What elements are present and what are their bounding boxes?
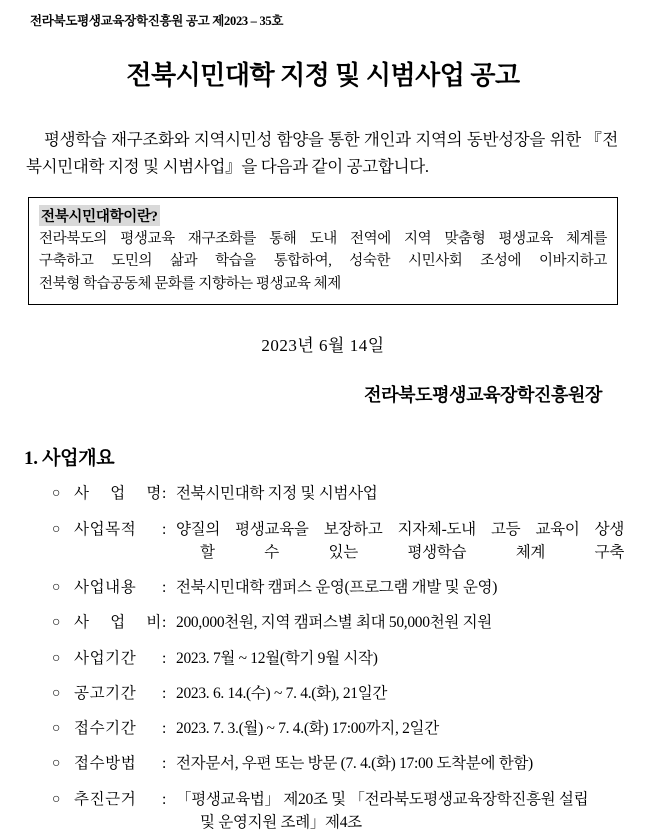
- item-label: 접수기간: [74, 720, 137, 738]
- list-item: [52, 788, 624, 834]
- list-item: [52, 576, 624, 599]
- list-item: [52, 752, 624, 775]
- intro-text: 평생학습 재구조화와 지역시민성 함양을 통한 개인과 지역의 동반성장을 위한 『전북시민대학 지정 및 시범사업』을 다음과 같이 공고합니다.: [26, 130, 618, 177]
- definition-line-3: 전북형 학습공동체 문화를 지향하는 평생교육 체제: [39, 275, 341, 292]
- item-colon: :: [162, 790, 167, 808]
- item-value: [176, 576, 624, 599]
- item-value-line-1: 「평생교육법」 제20조 및 「전라북도평생교육장학진흥원 설립: [176, 790, 589, 808]
- item-label: 추진근거: [74, 790, 137, 808]
- item-value: [176, 482, 624, 505]
- item-label: 사 업 명: [74, 485, 162, 503]
- item-value-line-2: 할 수 있는 평생학습 체계 구축: [200, 543, 624, 561]
- item-value: [176, 518, 624, 565]
- item-value-line-1: 전자문서, 우편 또는 방문 (7. 4.(화) 17:00 도착분에 한함): [176, 755, 533, 773]
- page-title: 전북시민대학 지정 및 시범사업 공고: [126, 61, 520, 90]
- item-colon: :: [162, 684, 167, 702]
- list-item: [52, 518, 624, 565]
- item-value-line-1: 2023. 7. 3.(월) ~ 7. 4.(화) 17:00까지, 2일간: [176, 720, 439, 738]
- section-title: 사업개요: [42, 448, 115, 470]
- list-item: [52, 611, 624, 634]
- bullet-circle-icon: ○: [52, 486, 61, 502]
- item-value: [176, 611, 624, 634]
- item-label: 사업목적: [74, 520, 137, 538]
- item-value-line-1: 2023. 6. 14.(수) ~ 7. 4.(화), 21일간: [176, 684, 388, 702]
- item-label: 사 업 비: [74, 614, 162, 632]
- bullet-circle-icon: ○: [52, 521, 61, 537]
- item-colon: :: [162, 720, 167, 738]
- bullet-circle-icon: ○: [52, 791, 61, 807]
- bullet-circle-icon: ○: [52, 615, 61, 631]
- intro-paragraph: [22, 126, 624, 180]
- item-value: [176, 752, 624, 775]
- item-value-line-1: 2023. 7월 ~ 12월(학기 9월 시작): [176, 649, 378, 667]
- section-heading: [24, 443, 624, 470]
- item-value-line-1: 200,000천원, 지역 캠퍼스별 최대 50,000천원 지원: [176, 614, 492, 632]
- item-value: [176, 717, 624, 740]
- list-item: [52, 682, 624, 705]
- definition-title: 전북시민대학이란?: [39, 205, 160, 226]
- item-colon: :: [162, 485, 167, 503]
- bullet-circle-icon: ○: [52, 580, 61, 596]
- definition-line-2: 구축하고 도민의 삶과 학습을 통합하여, 성숙한 시민사회 조성에 이바지하고: [39, 253, 607, 270]
- notice-number: 전라북도평생교육장학진흥원 공고 제2023 – 35호: [30, 14, 284, 28]
- item-value: [176, 682, 624, 705]
- item-label: 공고기간: [74, 684, 137, 702]
- list-item: [52, 717, 624, 740]
- item-value: [176, 647, 624, 670]
- item-label: 사업기간: [74, 649, 137, 667]
- list-item: [52, 647, 624, 670]
- item-value-line-1: 전북시민대학 캠퍼스 운영(프로그램 개발 및 운영): [176, 579, 498, 597]
- bullet-circle-icon: ○: [52, 756, 61, 772]
- item-value-line-1: 전북시민대학 지정 및 시범사업: [176, 485, 378, 503]
- item-colon: :: [162, 614, 167, 632]
- definition-box: [28, 197, 618, 305]
- bullet-circle-icon: ○: [52, 721, 61, 737]
- item-colon: :: [162, 520, 167, 538]
- item-colon: :: [162, 649, 167, 667]
- item-value-line-2: 및 운영지원 조례」제4조: [200, 813, 362, 831]
- issuer-name: 전라북도평생교육장학진흥원장: [364, 385, 602, 406]
- list-item: [52, 482, 624, 505]
- bullet-circle-icon: ○: [52, 650, 61, 666]
- item-value-line-1: 양질의 평생교육을 보장하고 지자체-도내 고등 교육이 상생: [176, 520, 624, 538]
- section-number: 1.: [24, 448, 38, 470]
- item-colon: :: [162, 755, 167, 773]
- item-label: 사업내용: [74, 579, 137, 597]
- publication-date: 2023년 6월 14일: [261, 336, 385, 356]
- bullet-circle-icon: ○: [52, 685, 61, 701]
- definition-line-1: 전라북도의 평생교육 재구조화를 통해 도내 전역에 지역 맞춤형 평생교육 체계를: [39, 230, 607, 247]
- definition-body: [39, 228, 607, 295]
- definition-title-row: [39, 205, 607, 226]
- item-label: 접수방법: [74, 755, 137, 773]
- item-value: [176, 788, 624, 834]
- item-colon: :: [162, 579, 167, 597]
- overview-item-list: [52, 482, 624, 834]
